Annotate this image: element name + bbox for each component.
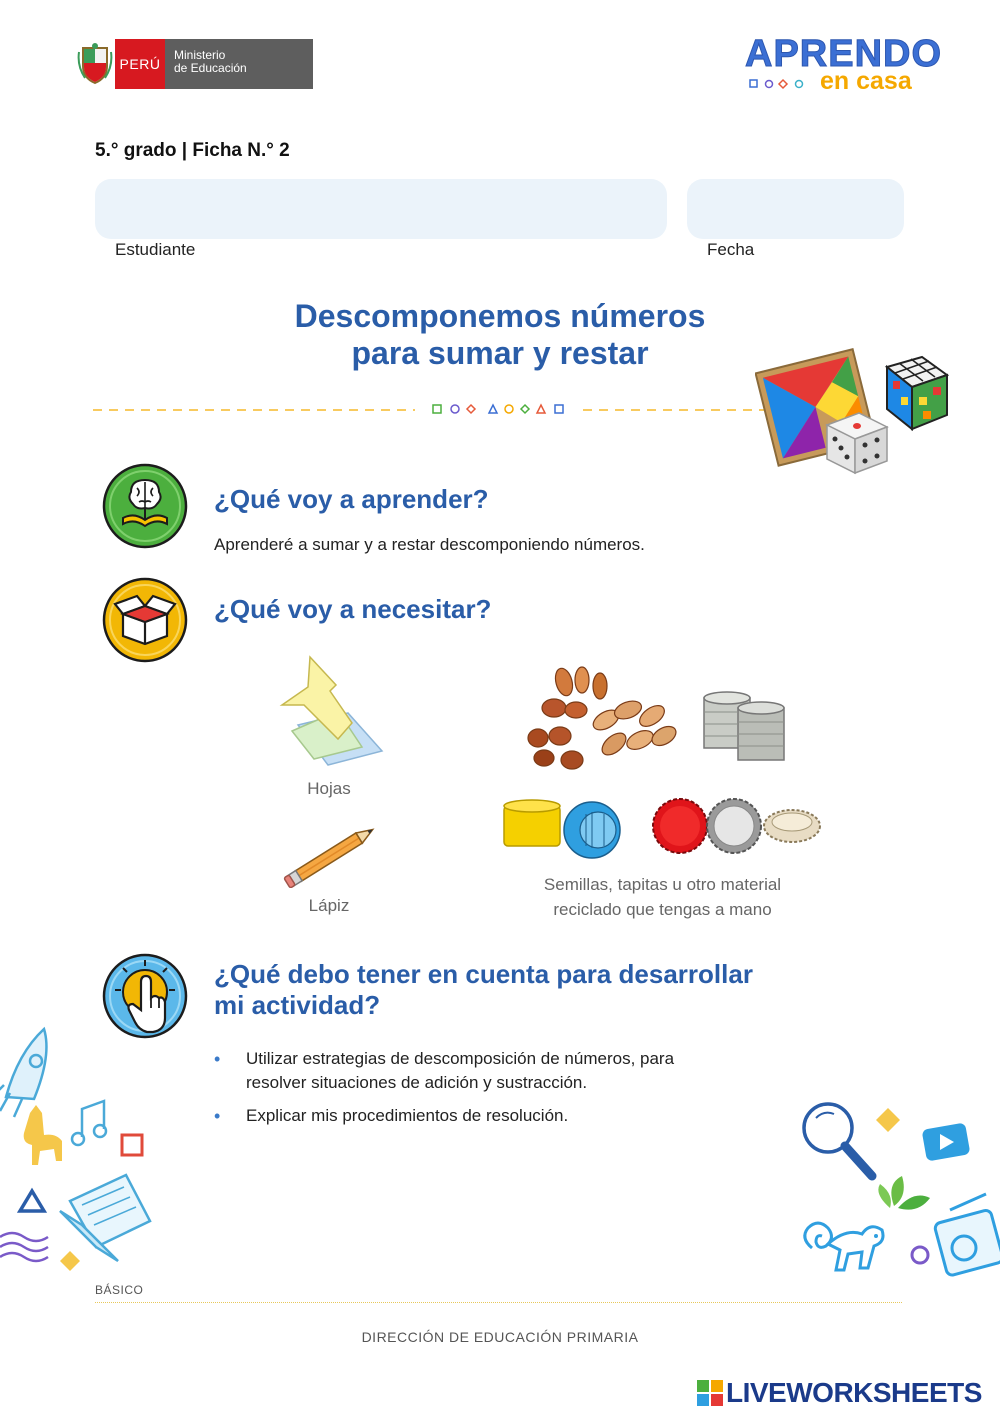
date-label: Fecha — [707, 240, 755, 259]
aprendo-en-casa-logo — [745, 33, 943, 98]
grade-line: 5.° grado | Ficha N.° 2 — [95, 140, 290, 161]
llama-icon — [24, 1105, 62, 1165]
title-line2: para sumar y restar — [351, 335, 649, 371]
bullet1-line2: resolver situaciones de adición y sustracción. — [246, 1073, 588, 1092]
list-item — [214, 1104, 774, 1128]
decorative-doodles-left — [0, 1025, 160, 1285]
paper-sheets-icon — [278, 655, 386, 773]
brand-line1: APRENDO — [745, 33, 943, 75]
recycled-materials-label — [500, 872, 825, 922]
learn-text: Aprenderé a sumar y a restar descomponiendo números. — [214, 535, 645, 554]
tangram-rubik-dice-illustration — [755, 345, 955, 480]
brain-book-icon — [101, 462, 189, 550]
music-note-icon — [72, 1101, 106, 1145]
page-title — [250, 298, 750, 372]
laptop-icon — [60, 1175, 150, 1261]
brand-line2: en casa — [820, 67, 912, 95]
list-item — [214, 1047, 774, 1095]
open-box-icon — [101, 576, 189, 664]
diamond-shape — [876, 1108, 900, 1132]
consider-title — [214, 959, 854, 1021]
square-shape — [122, 1135, 142, 1155]
student-label: Estudiante — [115, 240, 196, 259]
consider-list — [214, 1047, 774, 1137]
triangle-shape — [20, 1191, 44, 1211]
date-field[interactable] — [687, 179, 904, 239]
pencil-label: Lápiz — [308, 896, 350, 915]
leaves-icon — [878, 1176, 930, 1210]
bullet2-text: • Explicar mis procedimientos de resolución. — [246, 1106, 569, 1125]
circle-shape — [912, 1247, 928, 1263]
magnifier-icon — [804, 1104, 872, 1176]
coat-of-arms-icon — [75, 39, 115, 89]
need-title: ¿Qué voy a necesitar? — [214, 594, 492, 624]
title-line1: Descomponemos números — [294, 298, 706, 334]
liveworksheets-logo-icon — [697, 1380, 723, 1406]
sheets-label: Hojas — [307, 779, 351, 798]
liveworksheets-watermark — [697, 1376, 982, 1410]
level-label: BÁSICO — [95, 1283, 144, 1297]
wave-lines-shape — [0, 1233, 48, 1261]
decorative-doodles-right — [790, 1098, 1000, 1288]
monkey-spiral-icon — [805, 1223, 883, 1270]
bottle-caps-icon — [500, 796, 825, 860]
play-video-icon — [922, 1122, 971, 1161]
learn-title: ¿Qué voy a aprender? — [214, 484, 489, 514]
direction-label: DIRECCIÓN DE EDUCACIÓN PRIMARIA — [361, 1329, 639, 1345]
consider-title-line2: mi actividad? — [214, 990, 381, 1020]
pencil-icon — [278, 822, 386, 888]
ministry-line2: de Educación — [174, 61, 247, 75]
title-divider — [93, 400, 793, 420]
student-field[interactable] — [95, 179, 667, 239]
ministry-name — [165, 39, 313, 89]
recycled-label-line1: Semillas, tapitas u otro material — [543, 875, 782, 894]
consider-title-line1: ¿Qué debo tener en cuenta para desarrollar — [214, 959, 753, 989]
watermark-text: LIVEWORKSHEETS — [726, 1377, 982, 1408]
bullet1-line1: • Utilizar estrategias de descomposición de números, para — [246, 1049, 675, 1068]
diamond-shape — [60, 1251, 80, 1271]
recycled-label-line2: reciclado que tengas a mano — [553, 900, 772, 919]
ministry-line1: Ministerio — [174, 48, 226, 62]
seeds-icon — [524, 660, 680, 778]
tin-cans-icon — [700, 690, 790, 764]
rocket-icon — [0, 1029, 46, 1117]
peru-label: PERÚ — [115, 39, 165, 89]
ministry-logo — [75, 39, 313, 89]
footer-divider — [95, 1302, 902, 1303]
brand-shapes-icon — [749, 78, 809, 90]
radio-icon — [934, 1194, 1000, 1276]
